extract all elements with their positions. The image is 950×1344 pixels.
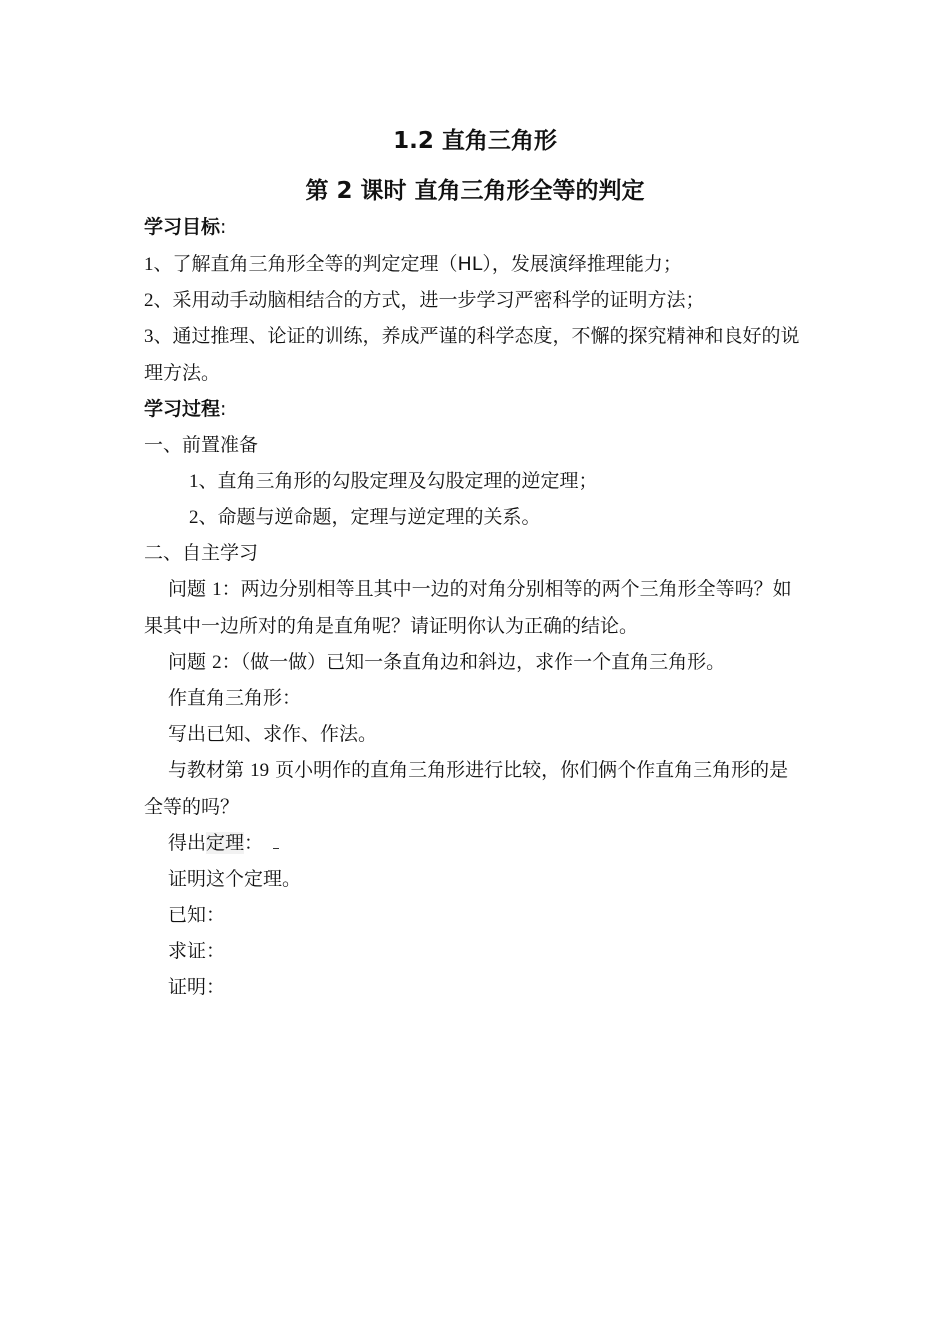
- page-subtitle: 第 2 课时 直角三角形全等的判定: [305, 178, 645, 204]
- section-title-self-study: 二、自主学习: [144, 542, 259, 564]
- goal-item-3: 3、通过推理、论证的训练，养成严谨的科学态度，不懈的探究精神和良好的说: [144, 325, 800, 347]
- goal-item-1: 1、了解直角三角形全等的判定定理（HL），发展演绎推理能力；: [144, 253, 682, 275]
- question-2: 问题 2：（做一做）已知一条直角边和斜边，求作一个直角三角形。: [168, 651, 726, 673]
- goals-heading: 学习目标: [144, 216, 221, 238]
- construct-line: 作直角三角形：: [168, 687, 302, 709]
- prep-item-2: 2、命题与逆命题，定理与逆定理的关系。: [189, 506, 541, 528]
- write-line: 写出已知、求作、作法。: [168, 723, 378, 745]
- goal-item-2: 2、采用动手动脑相结合的方式，进一步学习严密科学的证明方法；: [144, 289, 705, 311]
- goal-item-3-continued: 理方法。: [144, 362, 221, 384]
- page-title: 1.2 直角三角形: [393, 128, 557, 154]
- compare-line: 与教材第 19 页小明作的直角三角形进行比较，你们俩个作直角三角形的是: [168, 759, 789, 781]
- goals-heading-line: 学习目标:: [144, 216, 227, 238]
- compare-line-continued: 全等的吗？: [144, 796, 240, 818]
- question-1: 问题 1：两边分别相等且其中一边的对角分别相等的两个三角形全等吗？如: [168, 578, 792, 600]
- question-1-continued: 果其中一边所对的角是直角呢？请证明你认为正确的结论。: [144, 615, 639, 637]
- fill-in-blank: [273, 834, 279, 849]
- proof-line: 证明：: [168, 976, 226, 998]
- prep-item-1: 1、直角三角形的勾股定理及勾股定理的逆定理；: [189, 470, 598, 492]
- prove-theorem-line: 证明这个定理。: [168, 868, 302, 890]
- given-line: 已知：: [168, 904, 226, 926]
- theorem-line: 得出定理：: [168, 830, 279, 856]
- process-heading-line: 学习过程:: [144, 398, 227, 420]
- section-title-prep: 一、前置准备: [144, 434, 259, 456]
- to-prove-line: 求证：: [168, 940, 226, 962]
- process-heading: 学习过程: [144, 398, 221, 420]
